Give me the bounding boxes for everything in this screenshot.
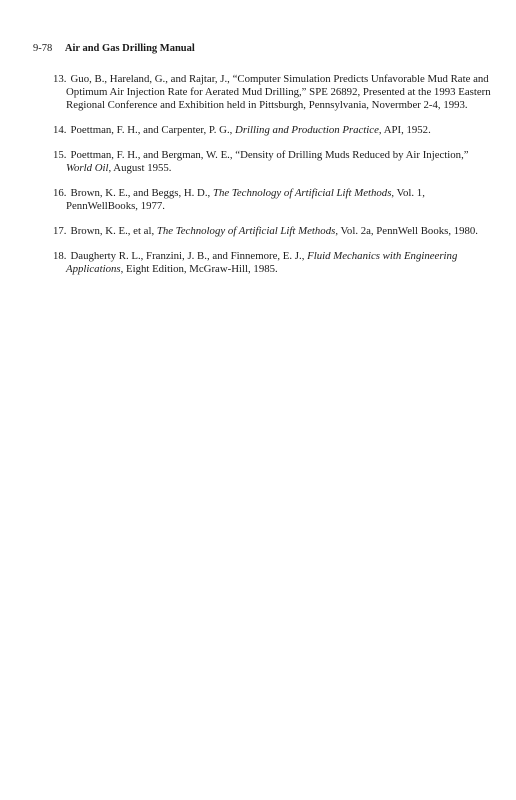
reference-authors: Poettman, F. H., and Carpenter, P. G., [70,124,236,136]
reference-list [53,73,493,288]
reference-authors: Daugherty R. L., Franzini, J. B., and Finnemore, E. J., [70,250,308,262]
reference-item-13 [53,73,493,112]
reference-title: Drilling and Production Practice [235,124,379,136]
page-number: 9-78 [33,43,53,54]
reference-title: “Computer Simulation Predicts Unfavorable Mud Rate and Optimum Air Injection Rate for Aerated Mud Drilling,” [66,73,489,98]
reference-number: 13. [53,73,67,85]
reference-item-17 [53,225,493,238]
reference-item-15 [53,149,493,175]
reference-details: , API, 1952. [378,124,431,136]
reference-number: 16. [53,187,67,199]
reference-item-14 [53,124,493,137]
reference-number: 18. [53,250,67,262]
reference-authors: Guo, B., Hareland, G., and Rajtar, J., [70,73,233,85]
reference-details: , Vol. 2a, PennWell Books, 1980. [335,225,479,237]
reference-details: , August 1955. [108,162,172,174]
reference-details: , Vol. 1, PennWellBooks, 1977. [66,187,425,212]
running-head [33,42,195,55]
reference-title: The Technology of Artificial Lift Methods [156,225,336,237]
reference-number: 14. [53,124,67,136]
reference-details: SPE 26892, Presented at the 1993 Eastern Regional Conference and Exhibition held in Pittsburgh, Pennsylvania, Novermber 2-4, 1993. [66,86,491,111]
reference-authors: Brown, K. E., et al, [70,225,157,237]
reference-item-16 [53,187,493,213]
reference-title: “Density of Drilling Muds Reduced by Air Injection,” [235,149,469,161]
book-title: Air and Gas Drilling Manual [64,43,195,54]
reference-number: 17. [53,225,67,237]
reference-number: 15. [53,149,67,161]
reference-source: World Oil [66,162,109,174]
reference-authors: Brown, K. E., and Beggs, H. D., [70,187,213,199]
reference-details: , Eight Edition, McGraw-Hill, 1985. [120,263,278,275]
reference-authors: Poettman, F. H., and Bergman, W. E., [70,149,236,161]
reference-item-18 [53,250,493,276]
reference-title: Fluid Mechanics with Engineering Applications [66,250,458,275]
reference-title: The Technology of Artificial Lift Methods [212,187,392,199]
